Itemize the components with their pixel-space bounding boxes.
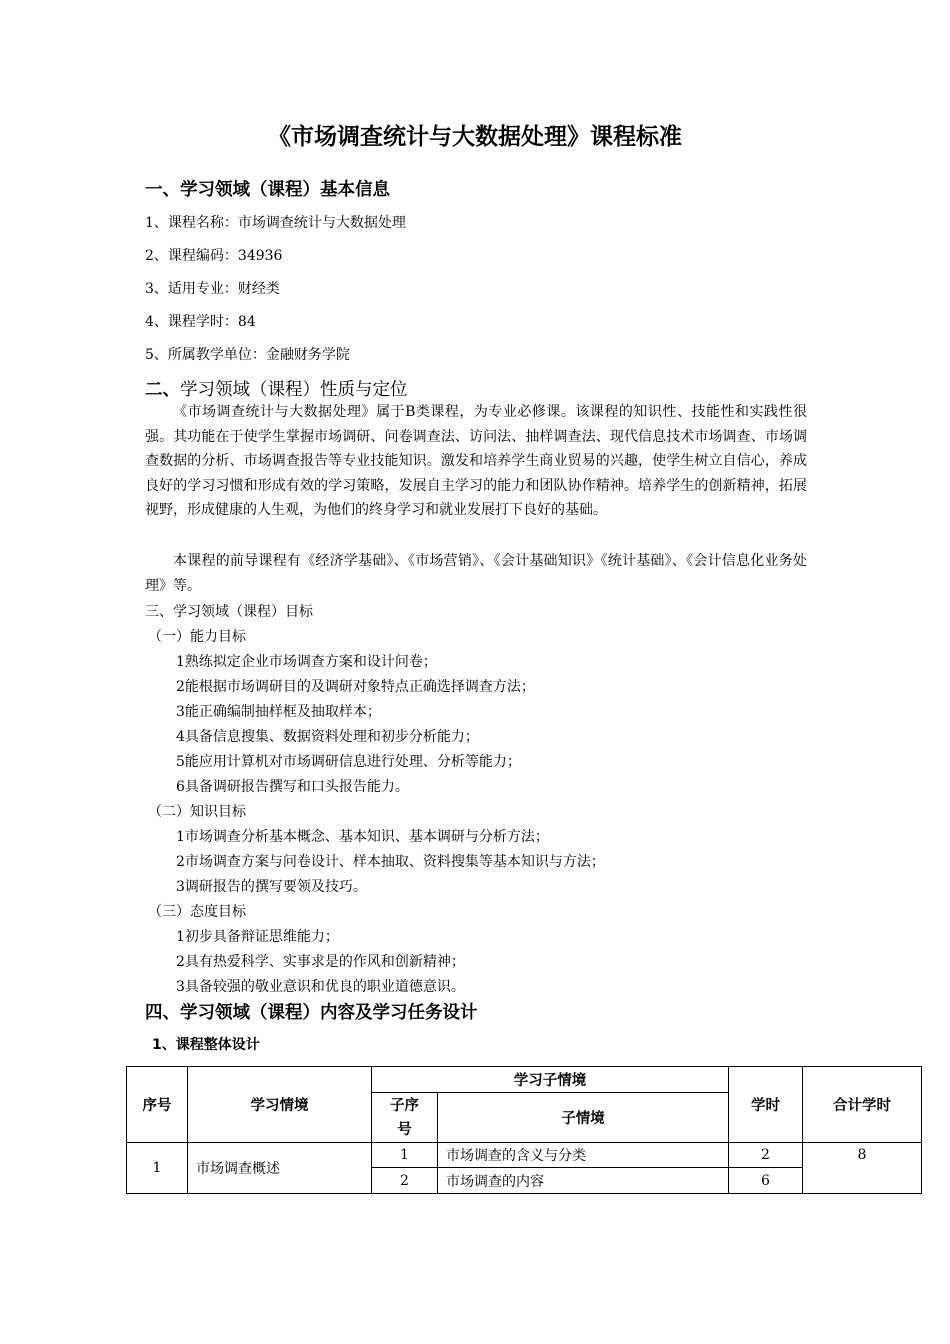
cell-sub-situation: 市场调查的含义与分类 bbox=[438, 1143, 729, 1168]
header-sub-seq bbox=[372, 1093, 438, 1143]
page-title: 《市场调查统计与大数据处理》课程标准 bbox=[268, 124, 682, 150]
attitude-goal-item: 2具有热爱科学、实事求是的作风和创新精神； bbox=[176, 954, 465, 970]
ability-goal-item: 2能根据市场调研目的及调研对象特点正确选择调查方法； bbox=[176, 679, 535, 695]
ability-goal-item: 3能正确编制抽样框及抽取样本； bbox=[176, 704, 381, 720]
cell-seq: 1 bbox=[127, 1143, 188, 1194]
info-course-code: 2、课程编码：34936 bbox=[145, 248, 283, 264]
cell-hours: 2 bbox=[729, 1143, 803, 1168]
header-seq: 序号 bbox=[127, 1067, 188, 1143]
section-2-paragraph-2: 本课程的前导课程有《经济学基础》、《市场营销》、《会计基础知识》《统计基础》、《会计信息化业务处理》等。 bbox=[145, 553, 807, 594]
overall-design-subheading: 1、课程整体设计 bbox=[152, 1037, 260, 1053]
attitude-goal-item: 1初步具备辩证思维能力； bbox=[176, 929, 339, 945]
knowledge-goals-heading: （二）知识目标 bbox=[148, 804, 246, 820]
header-sub-seq-text: 子序号 bbox=[390, 1097, 419, 1138]
cell-sub-seq: 2 bbox=[372, 1168, 438, 1194]
header-hours: 学时 bbox=[729, 1067, 803, 1143]
section-2-heading-number: 二、 bbox=[145, 380, 180, 400]
course-design-table bbox=[126, 1066, 922, 1194]
section-3-heading: 三、学习领域（课程）目标 bbox=[145, 604, 313, 620]
ability-goal-item: 1熟练拟定企业市场调查方案和设计问卷； bbox=[176, 654, 437, 670]
attitude-goal-item: 3具备较强的敬业意识和优良的职业道德意识。 bbox=[176, 979, 465, 995]
table-row bbox=[127, 1143, 922, 1168]
ability-goals-heading: （一）能力目标 bbox=[148, 629, 246, 645]
knowledge-goal-item: 2市场调查方案与问卷设计、样本抽取、资料搜集等基本知识与方法； bbox=[176, 854, 605, 870]
header-sub-group: 学习子情境 bbox=[372, 1067, 729, 1093]
cell-total: 8 bbox=[803, 1143, 922, 1194]
ability-goal-item: 4具备信息搜集、数据资料处理和初步分析能力； bbox=[176, 729, 479, 745]
attitude-goals-heading: （三）态度目标 bbox=[148, 904, 246, 920]
header-situation: 学习情境 bbox=[188, 1067, 372, 1143]
section-4-heading: 四、学习领域（课程）内容及学习任务设计 bbox=[145, 1003, 478, 1023]
cell-hours: 6 bbox=[729, 1168, 803, 1194]
info-course-name: 1、课程名称：市场调查统计与大数据处理 bbox=[145, 215, 406, 231]
cell-sub-situation: 市场调查的内容 bbox=[438, 1168, 729, 1194]
section-2-paragraph-1: 《市场调查统计与大数据处理》属于B类课程，为专业必修课。该课程的知识性、技能性和实践性很强。其功能在于使学生掌握市场调研、问卷调查法、访问法、抽样调查法、现代信息技术市场调查、市场调查数据的分析、市场调查报告等专业技能知识。激发和培养学生商业贸易的兴趣，使学生树立自信心，养成良好的学习习惯和形成有效的学习策略，发展自主学习的能力和团队协作精神。培养学生的创新精神，拓展视野，形成健康的人生观，为他们的终身学习和就业发展打下良好的基础。 bbox=[145, 404, 807, 519]
header-total: 合计学时 bbox=[803, 1067, 922, 1143]
info-major: 3、适用专业：财经类 bbox=[145, 281, 280, 297]
knowledge-goal-item: 3调研报告的撰写要领及技巧。 bbox=[176, 879, 367, 895]
cell-sub-seq: 1 bbox=[372, 1143, 438, 1168]
knowledge-goal-item: 1市场调查分析基本概念、基本知识、基本调研与分析方法； bbox=[176, 829, 549, 845]
section-2-heading bbox=[145, 376, 408, 401]
info-department: 5、所属教学单位：金融财务学院 bbox=[145, 347, 350, 363]
ability-goal-item: 6具备调研报告撰写和口头报告能力。 bbox=[176, 779, 409, 795]
table-header-row bbox=[127, 1067, 922, 1093]
ability-goal-item: 5能应用计算机对市场调研信息进行处理、分析等能力； bbox=[176, 754, 521, 770]
info-hours: 4、课程学时：84 bbox=[145, 314, 256, 330]
cell-situation: 市场调查概述 bbox=[188, 1143, 372, 1194]
section-1-heading: 一、学习领域（课程）基本信息 bbox=[145, 180, 390, 200]
header-sub-situation: 子情境 bbox=[438, 1093, 729, 1143]
section-2-heading-text: 学习领域（课程）性质与定位 bbox=[180, 380, 408, 400]
